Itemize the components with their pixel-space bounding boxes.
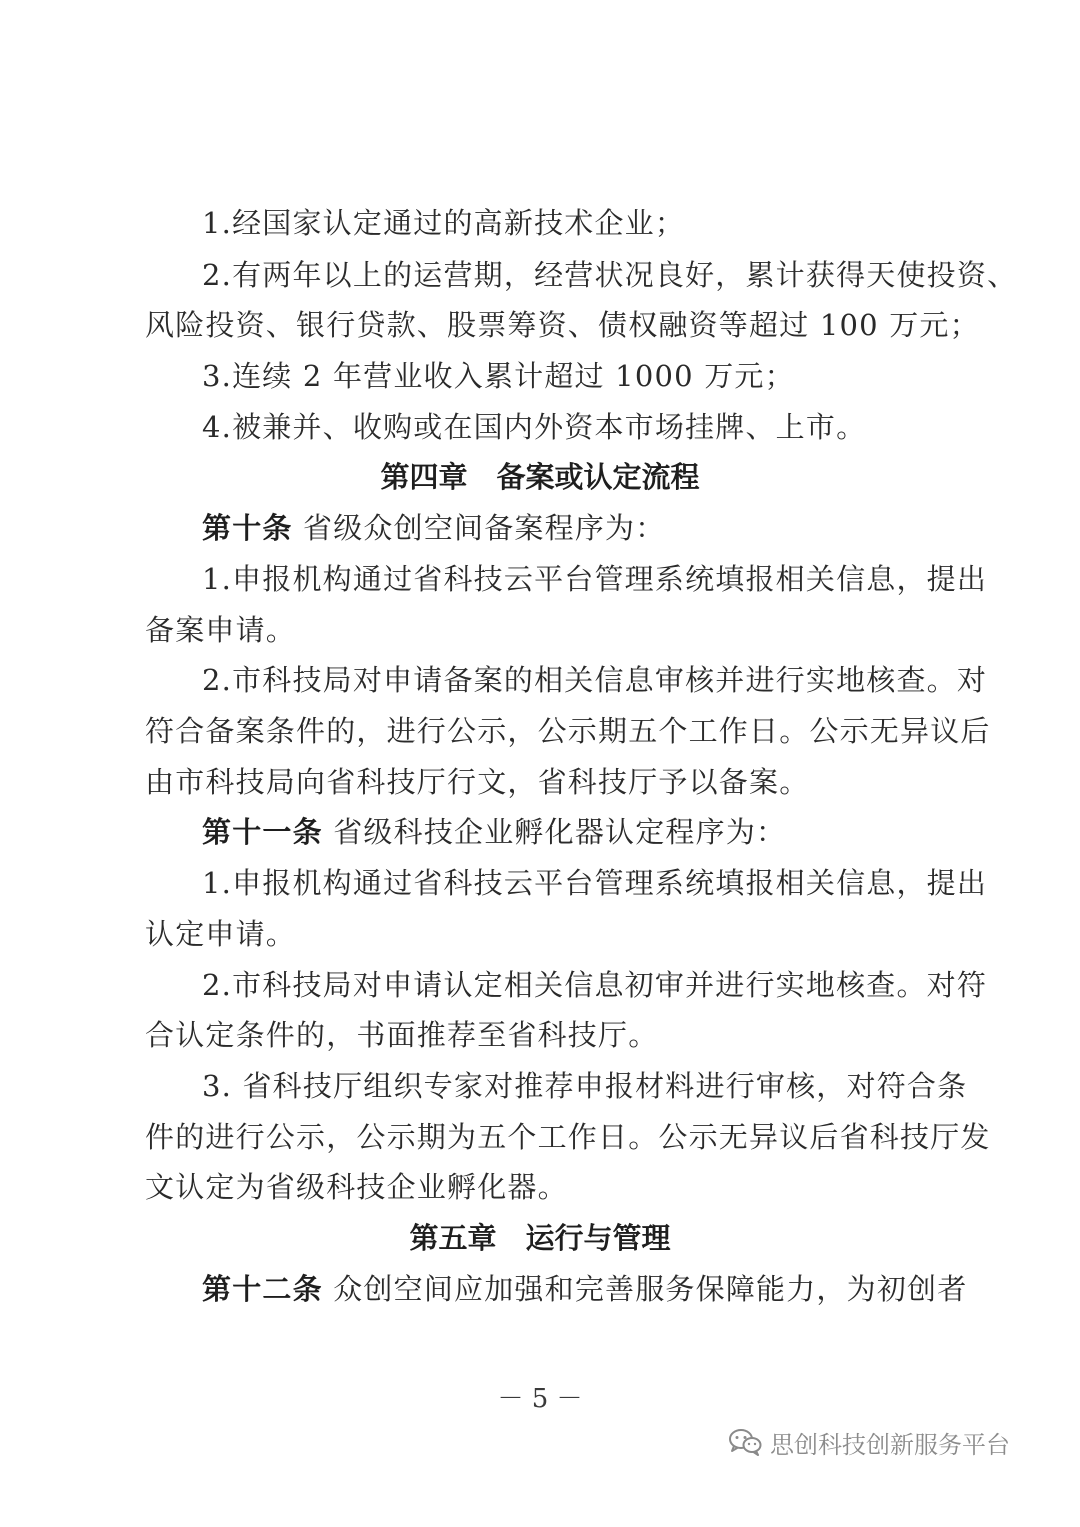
- watermark: [728, 1422, 1010, 1462]
- article-number: 第十条: [202, 511, 293, 545]
- wechat-icon: [728, 1428, 762, 1456]
- list-item: 2.市科技局对申请备案的相关信息审核并进行实地核查。对: [202, 663, 988, 697]
- list-item-continuation: 符合备案条件的，进行公示，公示期五个工作日。公示无异议后: [145, 714, 991, 748]
- list-item: 1.经国家认定通过的高新技术企业；: [202, 206, 686, 240]
- list-item: 3. 省科技厅组织专家对推荐申报材料进行审核，对符合条: [202, 1069, 968, 1103]
- list-item-continuation: 备案申请。: [145, 613, 297, 647]
- list-item-continuation: 风险投资、银行贷款、股票筹资、债权融资等超过 100 万元；: [145, 308, 980, 342]
- list-item-continuation: 由市科技局向省科技厅行文，省科技厅予以备案。: [145, 765, 810, 799]
- list-item: 1.申报机构通过省科技云平台管理系统填报相关信息，提出: [202, 866, 988, 900]
- list-item: 2.市科技局对申请认定相关信息初审并进行实地核查。对符: [202, 968, 988, 1002]
- list-item: 2.有两年以上的运营期，经营状况良好，累计获得天使投资、: [202, 258, 1018, 292]
- list-item-continuation: 合认定条件的，书面推荐至省科技厅。: [145, 1018, 659, 1052]
- list-item: 3.连续 2 年营业收入累计超过 1000 万元；: [202, 359, 795, 393]
- article-number: 第十一条: [202, 815, 323, 849]
- list-item-continuation: 认定申请。: [145, 917, 297, 951]
- list-item: 1.申报机构通过省科技云平台管理系统填报相关信息，提出: [202, 562, 988, 596]
- watermark-text: 思创科技创新服务平台: [770, 1430, 1010, 1459]
- chapter-heading: 第四章 备案或认定流程: [380, 460, 700, 494]
- article-paragraph: [202, 508, 1002, 548]
- list-item-continuation: 件的进行公示，公示期为五个工作日。公示无异议后省科技厅发: [145, 1120, 991, 1154]
- article-number: 第十二条: [202, 1272, 323, 1306]
- list-item: 4.被兼并、收购或在国内外资本市场挂牌、上市。: [202, 410, 867, 444]
- article-paragraph: [202, 812, 1002, 852]
- chapter-heading: 第五章 运行与管理: [409, 1221, 671, 1255]
- article-text: 省级科技企业孵化器认定程序为：: [322, 815, 787, 849]
- article-paragraph: [202, 1269, 1002, 1309]
- list-item-continuation: 文认定为省级科技企业孵化器。: [145, 1170, 568, 1204]
- page-number: － 5 －: [497, 1384, 583, 1414]
- article-text: 省级众创空间备案程序为：: [292, 511, 666, 545]
- article-text: 众创空间应加强和完善服务保障能力，为初创者: [322, 1272, 968, 1306]
